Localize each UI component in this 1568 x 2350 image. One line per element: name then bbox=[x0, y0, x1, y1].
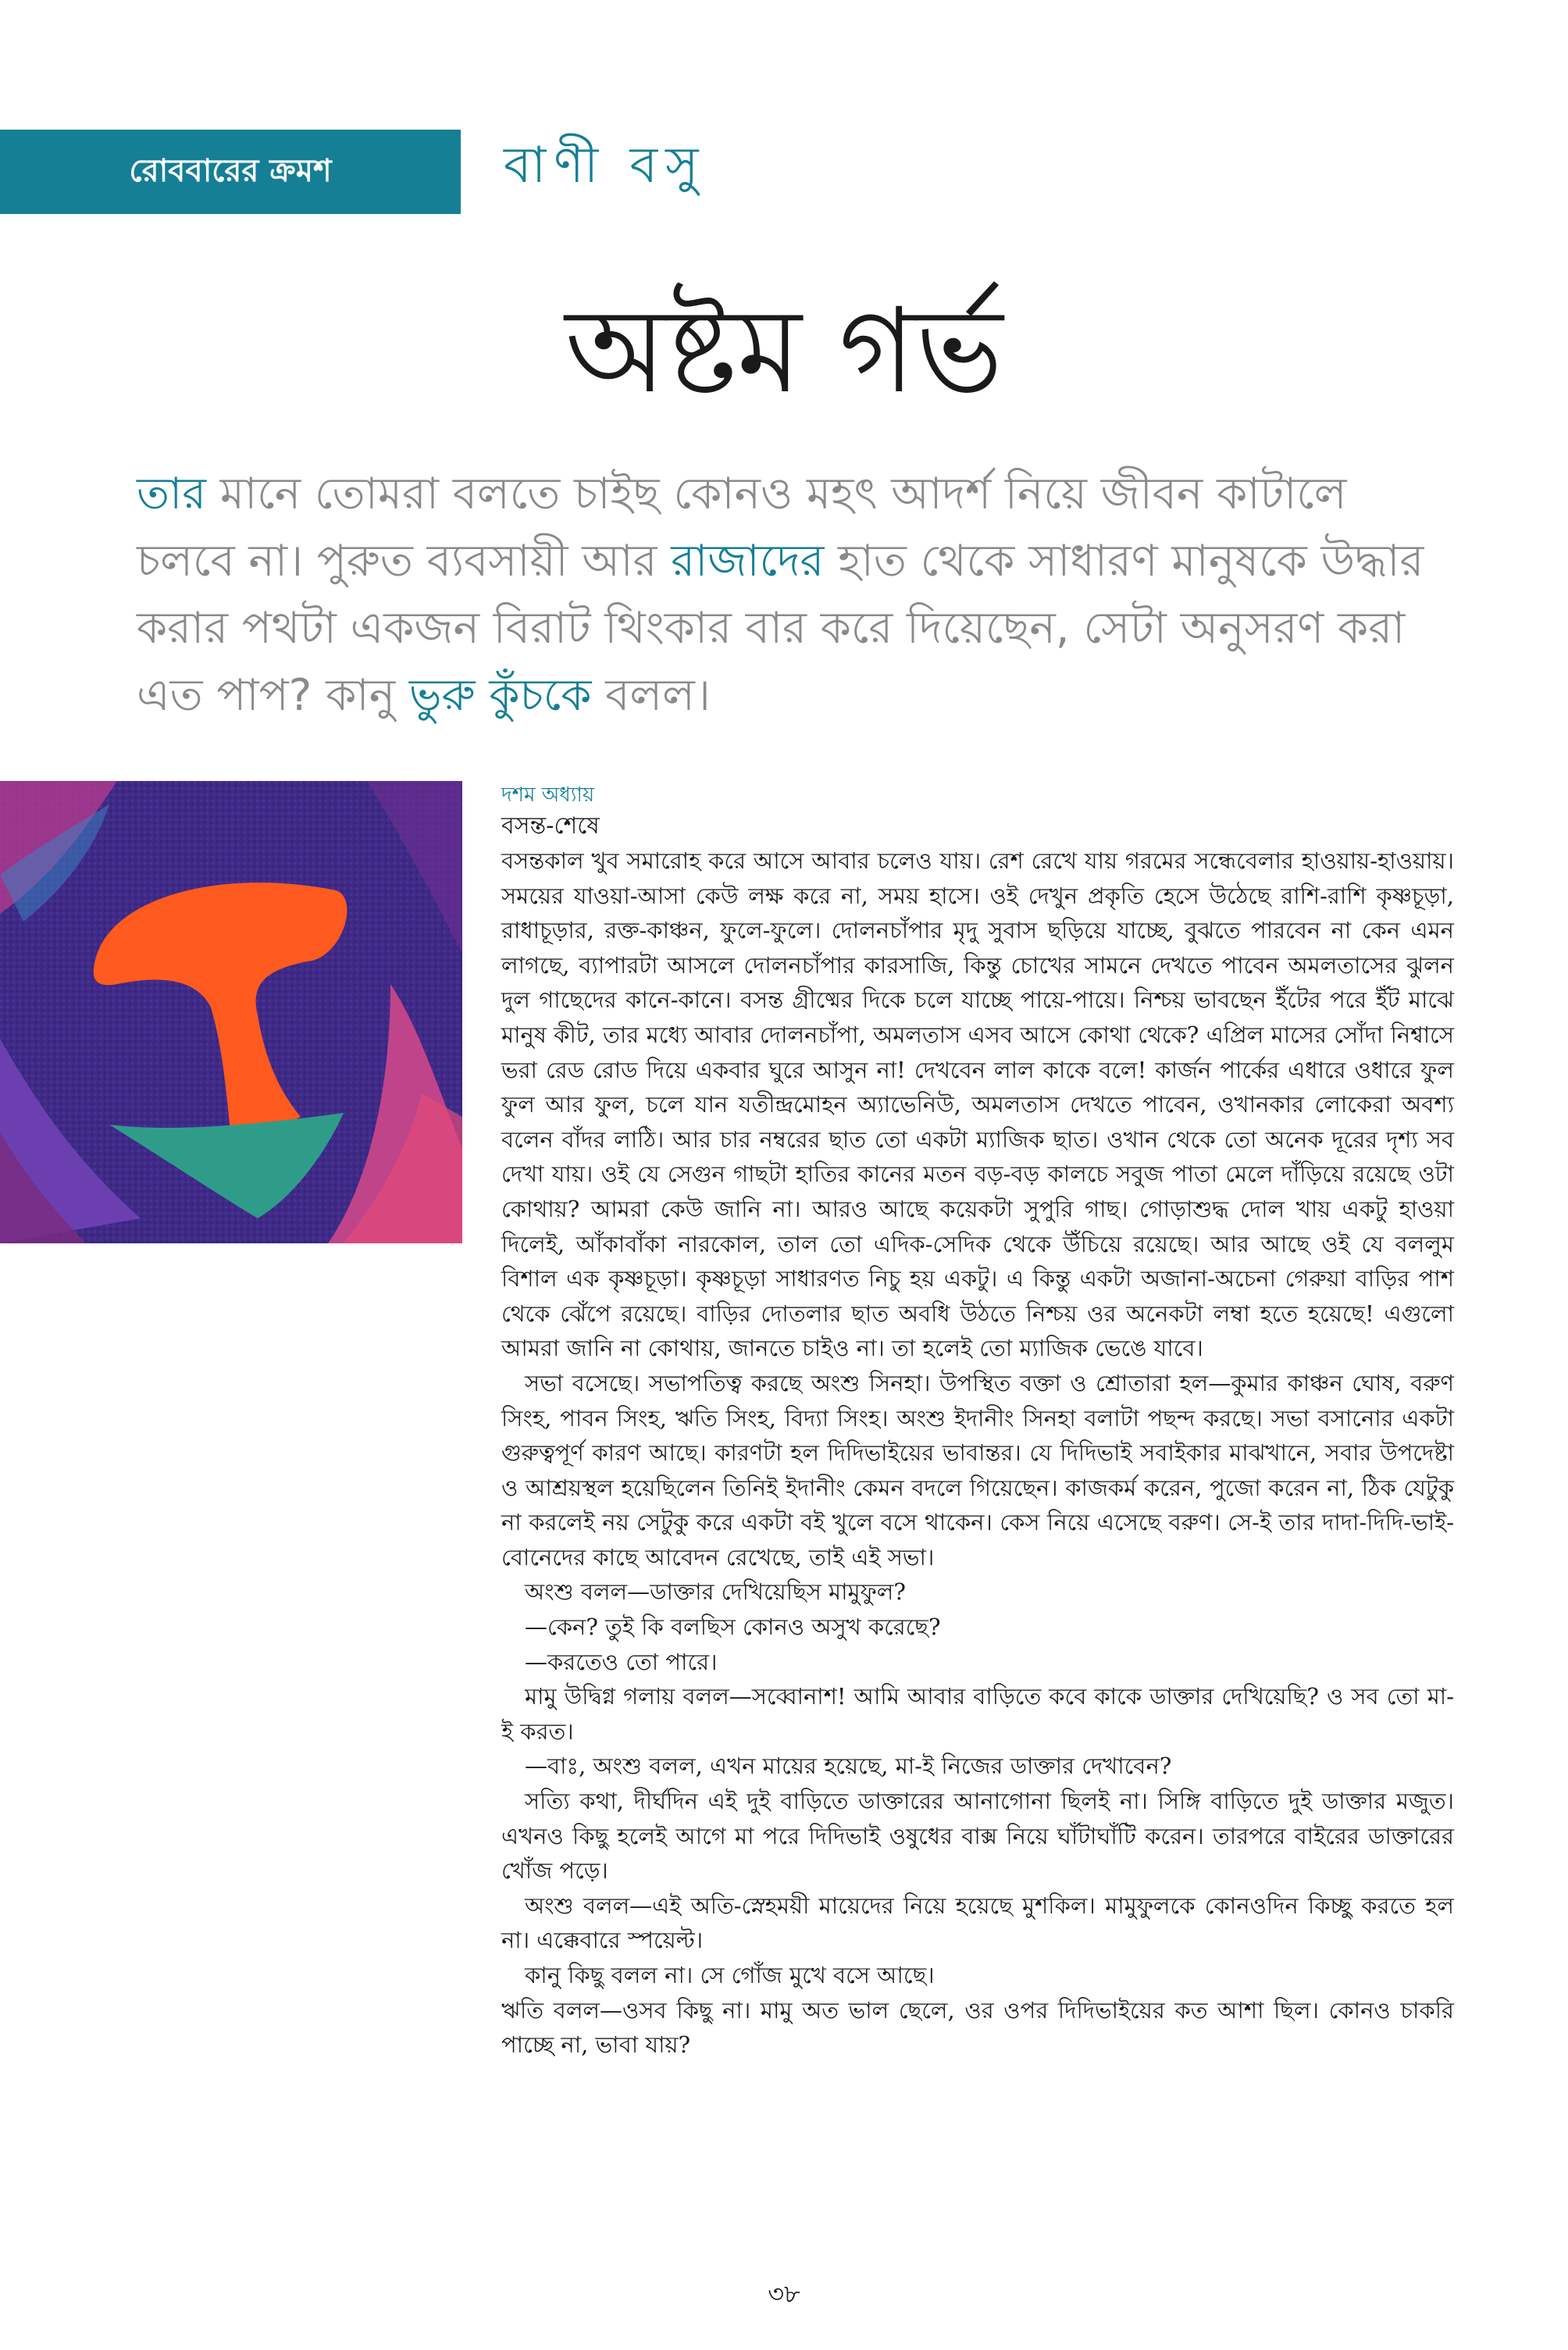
intro-text: মানে তোমরা বলতে চাইছ কোনও মহৎ আদর্শ নিয়ে জীবন কাটালে চলবে না। পুরুত ব্যবসায়ী আর bbox=[137, 469, 1347, 587]
body-paragraph: অংশু বলল—ডাক্তার দেখিয়েছিস মামুফুল? bbox=[525, 1578, 906, 1606]
body-paragraph: বসন্তকাল খুব সমারোহ করে আসে আবার চলেও যায়। রেশ রেখে যায় গরমের সন্ধেবেলার হাওয়ায়-হাওয়ায়। সময়ের যাওয়া-আসা কেউ লক্ষ করে না, সময় হাসে। ওই দেখুন প্রকৃতি হেসে উঠেছে রাশি-রাশি কৃষ্ণচূড়া, রাধাচূড়ার, রক্ত-কাঞ্চন, ফুলে-ফুলে। দোলনচাঁপার মৃদু সুবাস ছড়িয়ে যাচ্ছে, বুঝতে পারবেন না কেন এমন লাগছে, ব্যাপারটা আসলে দোলনচাঁপার কারসাজি, কিন্তু চোখের সামনে দেখতে পাবেন অমলতাসের ঝুলন দুল গাছেদের কানে-কানে। বসন্ত গ্রীষ্মের দিকে চলে যাচ্ছে পায়ে-পায়ে। নিশ্চয় ভাবছেন ইঁটের পরে ইঁট মাঝে মানুষ কীট, তার মধ্যে আবার দোলনচাঁপা, অমলতাস এসব আসে কোথা থেকে? এপ্রিল মাসের সোঁদা নিশ্বাসে ভরা রেড রোড দিয়ে একবার ঘুরে আসুন না! দেখবেন লাল কাকে বলে! কার্জন পার্কের এধারে ওধারে ফুল ফুল আর ফুল, চলে যান যতীন্দ্রমোহন অ্যাভেনিউ, অমলতাস দেখতে পাবেন, ওখানকার লোকেরা অবশ্য বলেন বাঁদর লাঠি। আর চার নম্বরের ছাত তো একটা ম্যাজিক ছাত। ওখান থেকে তো অনেক দূরের দৃশ্য সব দেখা যায়। ওই যে সেগুন গাছটা হাতির কানের মতন বড়-বড় কালচে সবুজ পাতা মেলে দাঁড়িয়ে রয়েছে ওটা কোথায়? আমরা কেউ জানি না। আরও আছে কয়েকটা সুপুরি গাছ। গোড়াশুদ্ধ দোল খায় একটু হাওয়া দিলেই, আঁকাবাঁকা নারকোল, তাল তো এদিক-সেদিক থেকে উঁচিয়ে রয়েছে। আর আছে ওই যে বললুম বিশাল এক কৃষ্ণচূড়া। কৃষ্ণচূড়া সাধারণত নিচু হয় একটু। এ কিন্তু একটা অজানা-অচেনা গেরুয়া বাড়ির পাশ থেকে ঝেঁপে রয়েছে। বাড়ির দোতলার ছাত অবধি উঠতে নিশ্চয় ওর অনেকটা লম্বা হতে হয়েছে! এগুলো আমরা জানি না কোথায়, জানতে চাইও না। তা হলেই তো ম্যাজিক ভেঙে যাবে। bbox=[501, 847, 1454, 1362]
intro-text: হাত থেকে সাধারণ মানুষকে উদ্ধার করার পথটা একজন বিরাট থিংকার বার করে দিয়েছেন, সেটা অনুসরণ করা এত পাপ? কানু bbox=[137, 536, 1424, 721]
section-subtitle: বসন্ত-শেষে bbox=[501, 812, 600, 840]
body-paragraph: —কেন? তুই কি বলছিস কোনও অসুখ করেছে? bbox=[525, 1614, 941, 1641]
story-title: অষ্টম গর্ভ bbox=[565, 283, 1003, 419]
intro-text: বলল। bbox=[591, 670, 711, 721]
series-tag: রোববারের ক্রমশ bbox=[0, 130, 461, 214]
chapter-label: দশম অধ্যায় bbox=[501, 783, 595, 807]
intro-paragraph bbox=[137, 461, 1441, 729]
body-paragraph: —বাঃ, অংশু বলল, এখন মায়ের হয়েছে, মা-ই নিজের ডাক্তার দেখাবেন? bbox=[525, 1753, 1172, 1780]
page-number: ৩৮ bbox=[768, 2279, 800, 2309]
body-paragraph: সত্যি কথা, দীর্ঘদিন এই দুই বাড়িতে ডাক্তারের আনাগোনা ছিলই না। সিঙ্গি বাড়িতে দুই ডাক্তার মজুত। এখনও কিছু হলেই আগে মা পরে দিদিভাই ওষুধের বাক্স নিয়ে ঘাঁটাঘাঁটি করেন। তারপরে বাইরের ডাক্তারের খোঁজ পড়ে। bbox=[501, 1788, 1454, 1885]
story-body bbox=[501, 781, 1454, 2063]
intro-highlight: রাজাদের bbox=[671, 536, 825, 587]
intro-highlight: তার bbox=[137, 469, 207, 519]
intro-highlight: ভুরু কুঁচকে bbox=[408, 670, 592, 721]
body-paragraph: কানু কিছু বলল না। সে গোঁজ মুখে বসে আছে। bbox=[525, 1962, 935, 1988]
body-paragraph: সভা বসেছে। সভাপতিত্ব করছে অংশু সিনহা। উপস্থিত বক্তা ও শ্রোতারা হল—কুমার কাঞ্চন ঘোষ, বরুণ সিংহ, পাবন সিংহ, ঋতি সিংহ, বিদ্যা সিংহ। অংশু ইদানীং সিনহা বলাটা পছন্দ করছে। সভা বসানোর একটা গুরুত্বপূর্ণ কারণ আছে। কারণটা হল দিদিভাইয়ের ভাবান্তর। যে দিদিভাই সবাইকার মাঝখানে, সবার উপদেষ্টা ও আশ্রয়স্থল হয়েছিলেন তিনিই ইদানীং কেমন বদলে গিয়েছেন। কাজকর্ম করেন, পুজো করেন না, ঠিক যেটুকু না করলেই নয় সেটুকু করে একটা বই খুলে বসে থাকেন। কেস নিয়ে এসেছে বরুণ। সে-ই তার দাদা-দিদি-ভাই-বোনেদের কাছে আবেদন রেখেছে, তাই এই সভা। bbox=[501, 1369, 1454, 1571]
body-paragraph: অংশু বলল—এই অতি-স্নেহময়ী মায়েদের নিয়ে হয়েছে মুশকিল। মামুফুলকে কোনওদিন কিচ্ছু করতে হল না। এক্কেবারে স্পয়েল্ট। bbox=[501, 1892, 1454, 1954]
abstract-painting-icon bbox=[0, 781, 462, 1243]
body-paragraph: ঋতি বলল—ওসব কিছু না। মামু অত ভাল ছেলে, ওর ওপর দিদিভাইয়ের কত আশা ছিল। কোনও চাকরি পাচ্ছে না, ভাবা যায়? bbox=[501, 1996, 1454, 2059]
illustration bbox=[0, 781, 462, 1243]
body-paragraph: —করতেও তো পারে। bbox=[525, 1648, 718, 1675]
body-paragraph: মামু উদ্বিগ্ন গলায় বলল—সব্বোনাশ! আমি আবার বাড়িতে কবে কাকে ডাক্তার দেখিয়েছি? ও সব তো মা-ই করত। bbox=[501, 1683, 1454, 1745]
author-name: বাণী বসু bbox=[504, 137, 707, 194]
